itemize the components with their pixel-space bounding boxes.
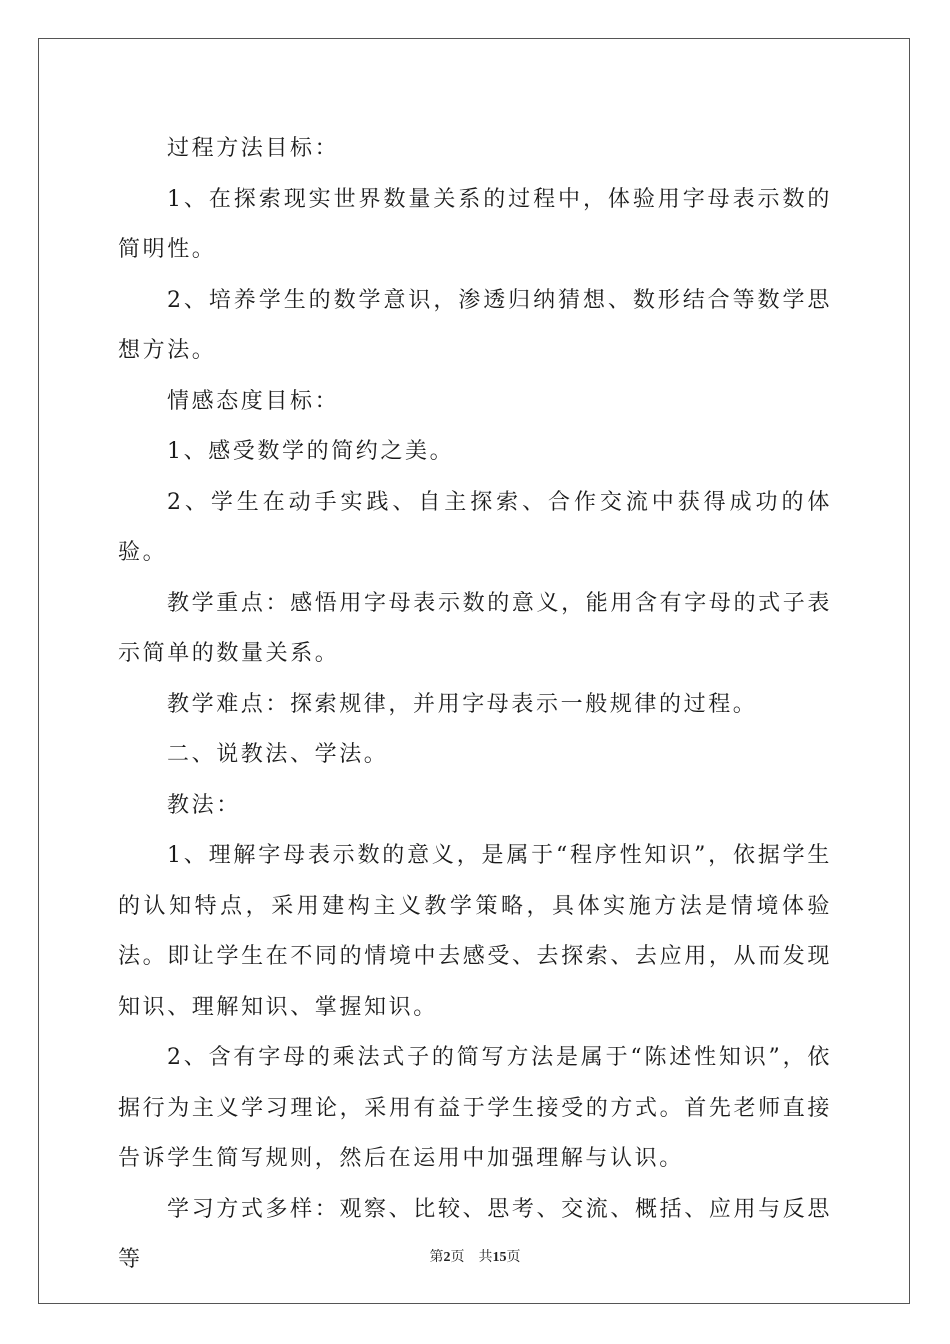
document-body (118, 124, 832, 1286)
paragraph: 二、说教法、学法。 (167, 742, 389, 767)
page-footer (0, 1248, 950, 1267)
paragraph: 2、培养学生的数学意识，渗透归纳猜想、数形结合等数学思想方法。 (118, 287, 832, 363)
page-number-suffix: 页 (450, 1249, 465, 1265)
paragraph: 教学重点：感悟用字母表示数的意义，能用含有字母的式子表示简单的数量关系。 (118, 590, 832, 666)
paragraph: 1、在探索现实世界数量关系的过程中，体验用字母表示数的简明性。 (118, 186, 832, 262)
paragraph: 过程方法目标： (167, 136, 340, 161)
page-total-prefix: 共 (478, 1249, 493, 1265)
paragraph: 2、含有字母的乘法式子的简写方法是属于“陈述性知识”，依据行为主义学习理论，采用有益于学生接受的方式。首先老师直接告诉学生简写规则，然后在运用中加强理解与认识。 (118, 1045, 832, 1171)
paragraph: 1、感受数学的简约之美。 (167, 439, 455, 464)
page-number-total: 15 (492, 1250, 507, 1265)
paragraph: 教法： (167, 792, 241, 818)
paragraph: 情感态度目标： (167, 388, 340, 414)
paragraph: 2、学生在动手实践、自主探索、合作交流中获得成功的体验。 (118, 489, 832, 565)
page-total-suffix: 页 (506, 1249, 521, 1265)
page-number-current: 2 (443, 1250, 451, 1265)
paragraph: 1、理解字母表示数的意义，是属于“程序性知识”，依据学生的认知特点，采用建构主义教学策略，具体实施方法是情境体验法。即让学生在不同的情境中去感受、去探索、去应用，从而发现知识、理解知识、掌握知识。 (118, 843, 832, 1020)
paragraph: 教学难点：探索规律，并用字母表示一般规律的过程。 (167, 691, 758, 717)
page-number-prefix: 第 (429, 1249, 444, 1265)
paragraph: 学习方式多样：观察、比较、思考、交流、概括、应用与反思等 (118, 1196, 832, 1272)
